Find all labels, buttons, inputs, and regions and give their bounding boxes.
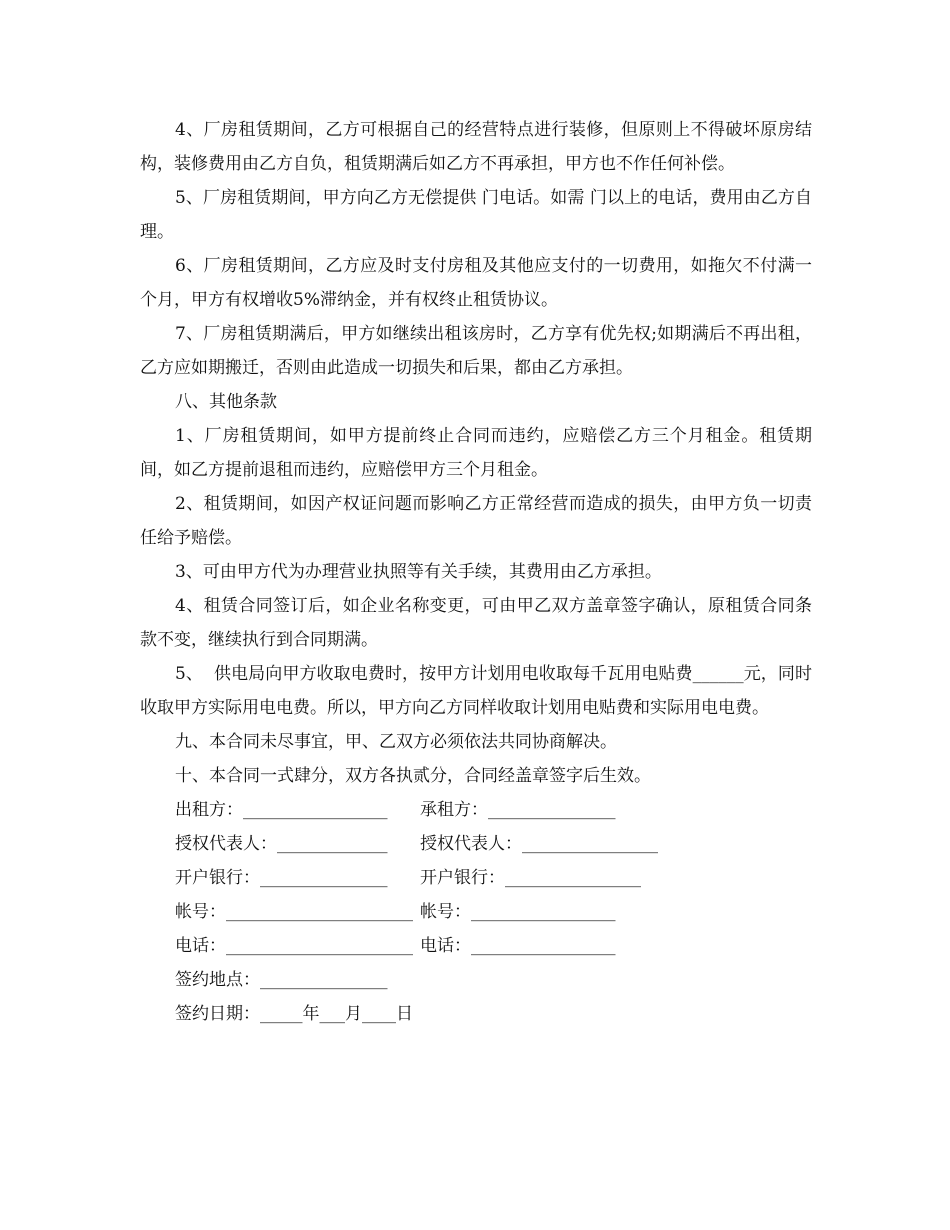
clause-renewal: 7、厂房租赁期满后，甲方如继续出租该房时，乙方享有优先权;如期满后不再出租，乙方应如期搬迁，否则由此造成一切损失和后果，都由乙方承担。 — [140, 324, 812, 378]
signature-row-place — [175, 963, 812, 997]
clause-business-license: 3、可由甲方代为办理营业执照等有关手续，其费用由乙方承担。 — [175, 562, 662, 582]
clause-decoration: 4、厂房租赁期间，乙方可根据自己的经营特点进行装修，但原则上不得破坏原房结构，装修费用由乙方自负，租赁期满后如乙方不再承担，甲方也不作任何补偿。 — [140, 120, 812, 174]
lessor-field: 出租方：_________________ — [175, 800, 388, 820]
lessee-field: 承租方：_______________ — [420, 800, 616, 820]
signature-row-date — [175, 997, 812, 1031]
lessor-representative-field: 授权代表人：_____________ — [175, 834, 388, 854]
lessor-phone-field: 电话：______________________ — [175, 936, 413, 956]
lessee-account-field: 帐号：_________________ — [420, 902, 616, 922]
signature-row-phone — [175, 929, 812, 963]
section-heading-other-terms: 八、其他条款 — [175, 392, 277, 412]
clause-copies: 十、本合同一式肆分，双方各执贰分，合同经盖章签字后生效。 — [175, 766, 651, 786]
signature-row-account — [175, 895, 812, 929]
signature-block — [140, 793, 812, 1031]
signature-row-representative — [175, 827, 812, 861]
clause-name-change: 4、租赁合同签订后，如企业名称变更，可由甲乙双方盖章签字确认，原租赁合同条款不变，继续执行到合同期满。 — [140, 596, 812, 650]
lessee-bank-field: 开户银行：________________ — [420, 868, 641, 888]
lessee-representative-field: 授权代表人：________________ — [420, 834, 658, 854]
contract-body — [140, 113, 812, 1031]
lessee-phone-field: 电话：_________________ — [420, 936, 616, 956]
signing-date-field: 签约日期：_____年___月____日 — [175, 1004, 413, 1024]
clause-payment: 6、厂房租赁期间，乙方应及时支付房租及其他应支付的一切费用，如拖欠不付满一个月，甲方有权增收5%滞纳金，并有权终止租赁协议。 — [140, 256, 812, 310]
lessor-account-field: 帐号：______________________ — [175, 902, 413, 922]
clause-breach: 1、厂房租赁期间，如甲方提前终止合同而违约，应赔偿乙方三个月租金。租赁期间，如乙方提前退租而违约，应赔偿甲方三个月租金。 — [140, 426, 812, 480]
signature-row-bank — [175, 861, 812, 895]
lessor-bank-field: 开户银行：_______________ — [175, 868, 388, 888]
clause-telephone: 5、厂房租赁期间，甲方向乙方无偿提供 门电话。如需 门以上的电话，费用由乙方自理。 — [140, 188, 812, 242]
clause-electricity: 5、 供电局向甲方收取电费时，按甲方计划用电收取每千瓦用电贴费______元，同时收取甲方实际用电电费。所以，甲方向乙方同样收取计划用电贴费和实际用电电费。 — [140, 664, 812, 718]
signing-place-field: 签约地点：_______________ — [175, 970, 388, 990]
clause-property-certificate: 2、租赁期间，如因产权证问题而影响乙方正常经营而造成的损失，由甲方负一切责任给予赔偿。 — [140, 494, 812, 548]
signature-row-parties — [175, 793, 812, 827]
clause-unresolved-matters: 九、本合同未尽事宜，甲、乙双方必须依法共同协商解决。 — [175, 732, 617, 752]
